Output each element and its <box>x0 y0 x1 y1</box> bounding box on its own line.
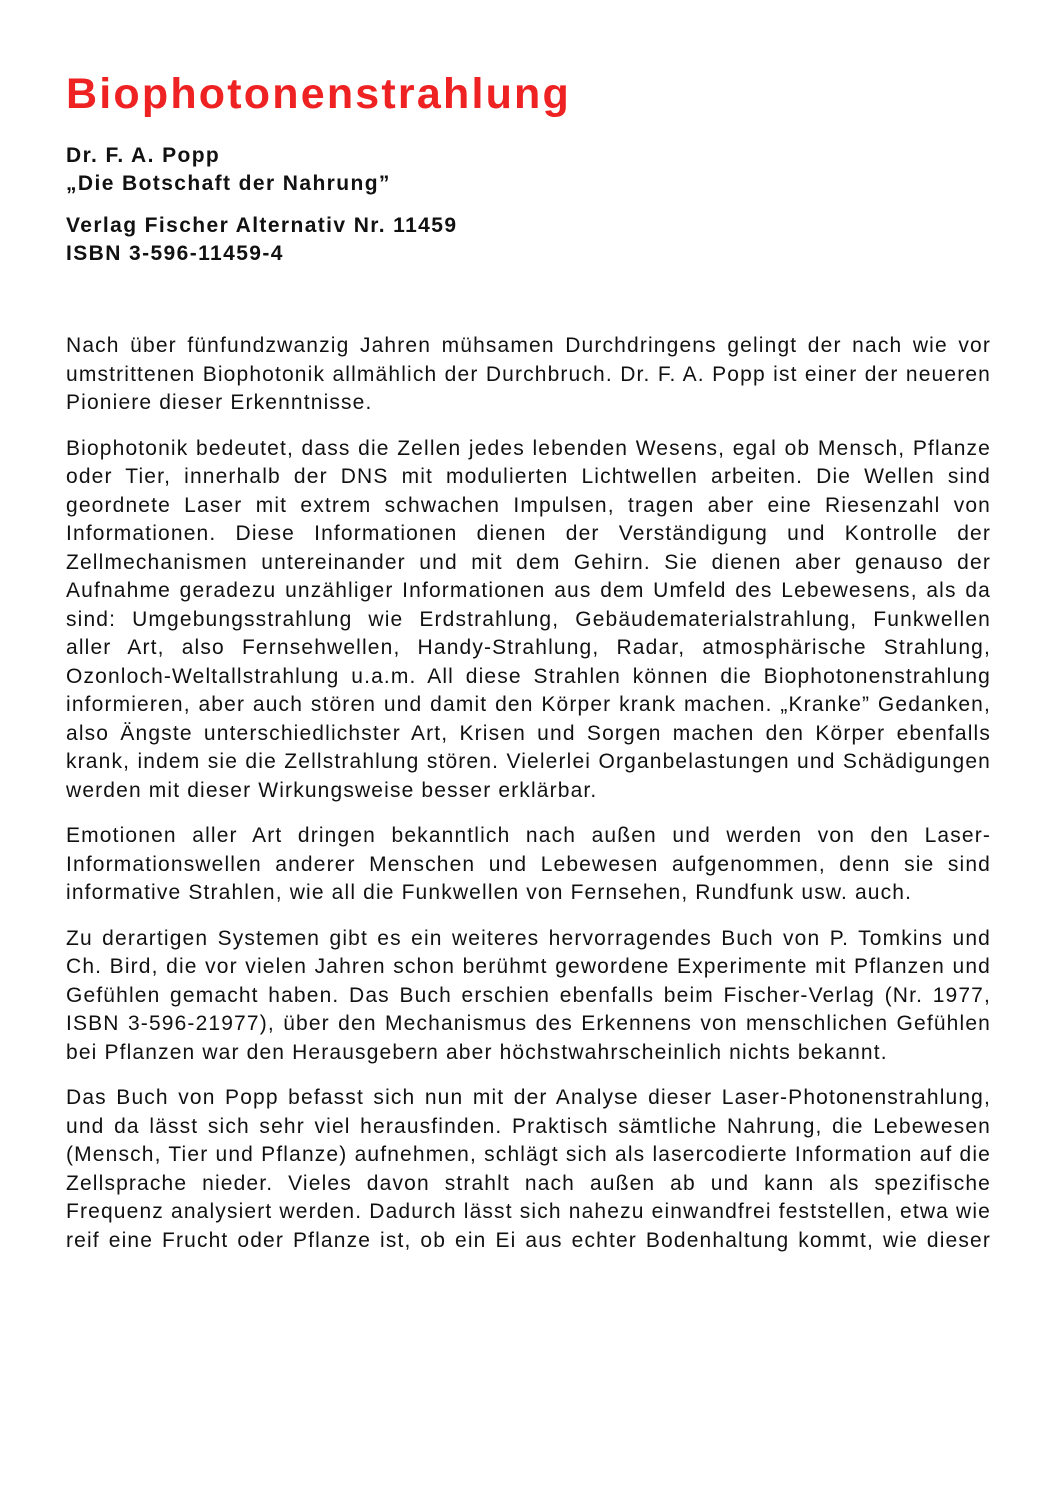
document-title: Biophotonenstrahlung <box>66 70 571 118</box>
publisher-info: Verlag Fischer Alternativ Nr. 11459 <box>66 214 458 237</box>
author-name: Dr. F. A. Popp <box>66 144 221 167</box>
paragraph-2: Biophotonik bedeutet, dass die Zellen jedes lebenden Wesens, egal ob Mensch, Pflanze oder Tier, innerhalb der DNS mit modulierten Lichtwellen arbeiten. Die Wellen sind geordnete Laser mit extrem schwachen Impulsen, tragen aber eine Riesenzahl von Informationen. Diese Informationen dienen der Verständigung und Kontrolle der Zellmechanismen untereinander und mit dem Gehirn. Sie dienen aber genauso der Aufnahme geradezu unzähliger Informationen aus dem Umfeld des Lebewesens, als da sind: Umgebungsstrahlung wie Erdstrahlung, Gebäudematerialstrahlung, Funkwellen aller Art, also Fernsehwellen, Handy-Strahlung, Radar, atmosphärische Strahlung, Ozonloch-Weltallstrahlung u.a.m. All diese Strahlen können die Biophotonenstrahlung informieren, aber auch stören und damit den Körper krank machen. „Kranke” Gedanken, also Ängste unterschiedlichster Art, Krisen und Sorgen machen den Körper ebenfalls krank, indem sie die Zellstrahlung stören. Vielerlei Organbelastungen und Schädigungen werden mit dieser Wirkungsweise besser erklärbar. <box>66 436 991 802</box>
publication-block <box>66 212 991 268</box>
paragraph-5: Das Buch von Popp befasst sich nun mit der Analyse dieser Laser-Photonenstrahlung, und da lässt sich sehr viel herausfinden. Praktisch sämtliche Nahrung, die Lebewesen (Mensch, Tier und Pflanze) aufnehmen, schlägt sich als lasercodierte Information auf die Zellsprache nieder. Vieles davon strahlt nach außen ab und kann als spezifische Frequenz analysiert werden. Dadurch lässt sich nahezu einwandfrei feststellen, etwa wie reif eine Frucht oder Pflanze ist, ob ein Ei aus echter Bodenhaltung kommt, wie dieser <box>66 1086 991 1252</box>
paragraph-3: Emotionen aller Art dringen bekanntlich nach außen und werden von den Laser-Informationswellen anderer Menschen und Lebewesen aufgenommen, denn sie sind informative Strahlen, wie all die Funkwellen von Fernsehen, Rundfunk usw. auch. <box>66 824 991 904</box>
paragraph-4: Zu derartigen Systemen gibt es ein weiteres hervorragendes Buch von P. Tomkins und Ch. Bird, die vor vielen Jahren schon berühmt gewordene Experimente mit Pflanzen und Gefühlen gemacht haben. Das Buch erschien ebenfalls beim Fischer-Verlag (Nr. 1977, ISBN 3-596-21977), über den Mechanismus des Erkennens von menschlichen Gefühlen bei Pflanzen war den Herausgebern aber höchstwahrscheinlich nichts bekannt. <box>66 926 991 1064</box>
author-block <box>66 142 991 198</box>
isbn-info: ISBN 3-596-11459-4 <box>66 242 284 265</box>
book-title: „Die Botschaft der Nahrung” <box>66 172 391 195</box>
paragraph-1: Nach über fünfundzwanzig Jahren mühsamen Durchdringens gelingt der nach wie vor umstrittenen Biophotonik allmählich der Durchbruch. Dr. F. A. Popp ist einer der neueren Pioniere dieser Erkenntnisse. <box>66 334 991 414</box>
document-page <box>66 66 991 1272</box>
article-body <box>66 332 991 1255</box>
